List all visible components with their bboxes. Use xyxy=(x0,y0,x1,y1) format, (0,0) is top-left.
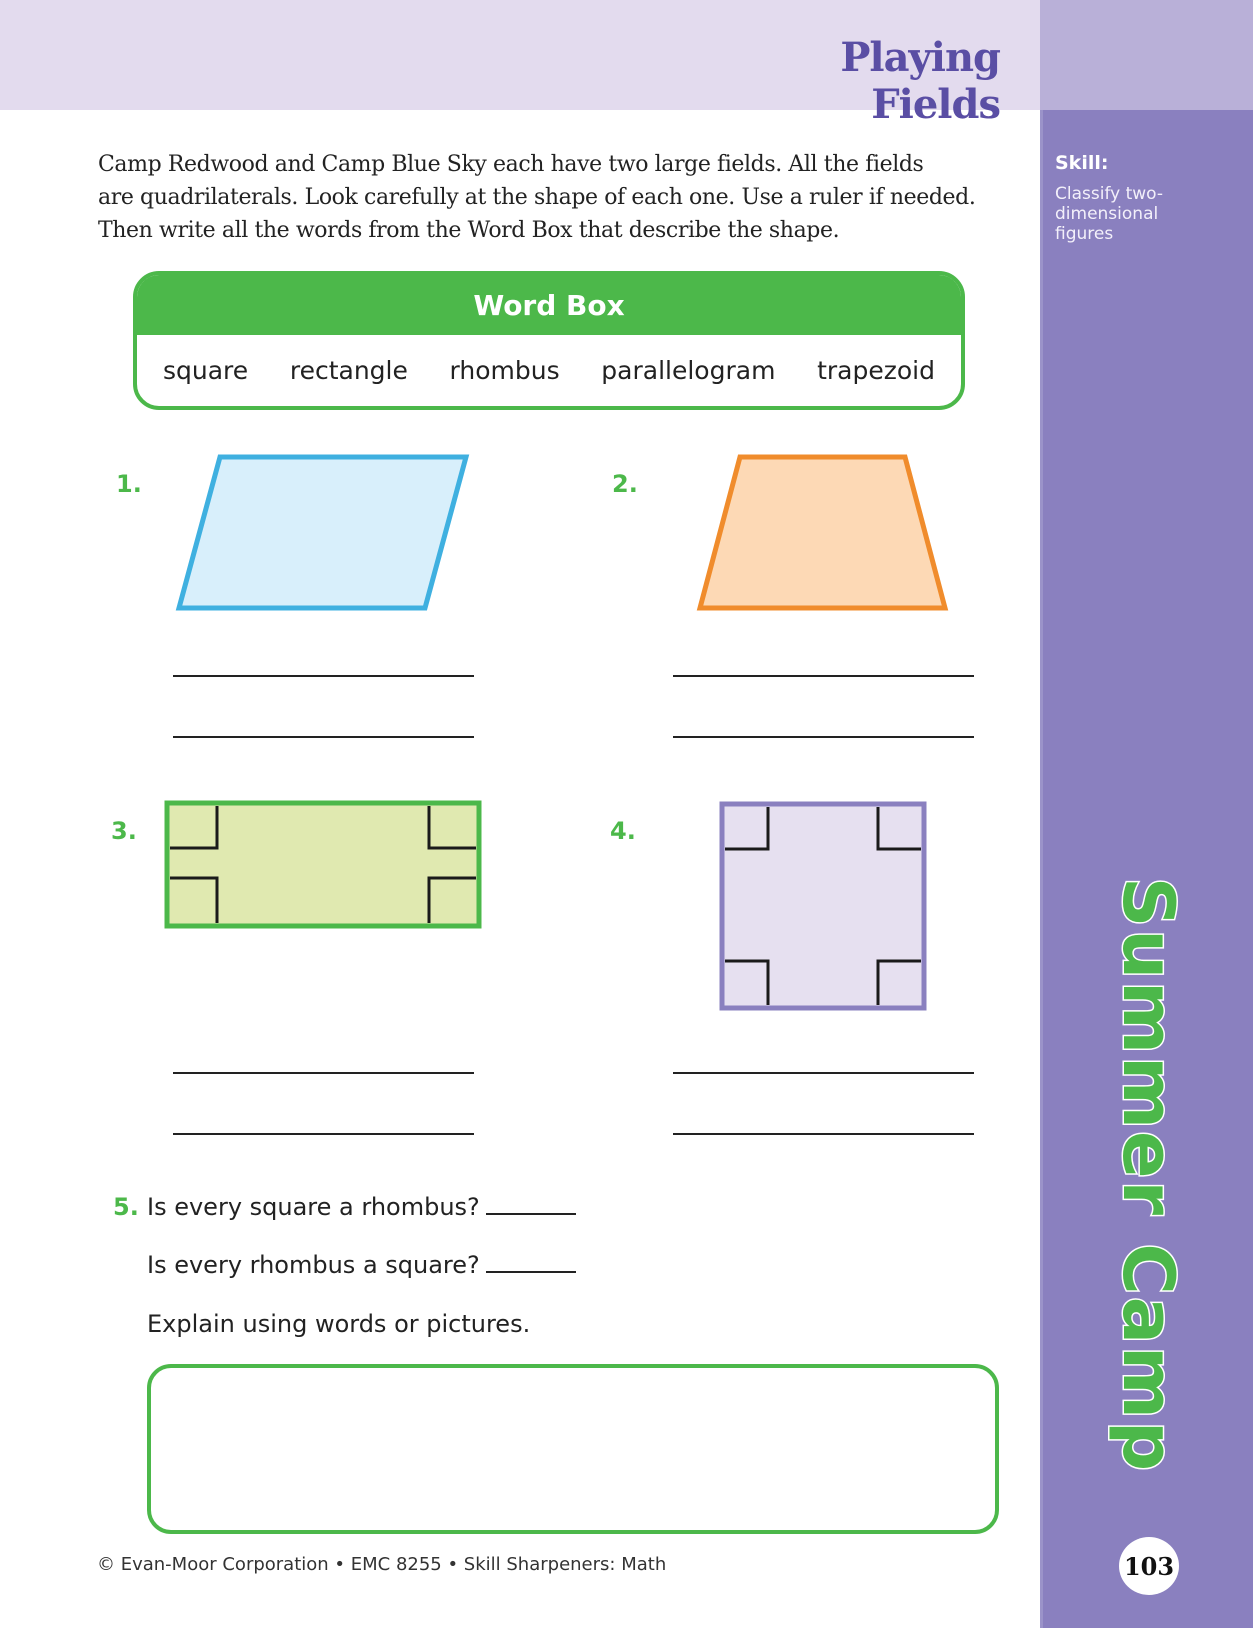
question-5c xyxy=(113,1310,530,1338)
answer-blank-5a[interactable] xyxy=(486,1213,576,1215)
question-5a-text: Is every square a rhombus? xyxy=(147,1193,480,1221)
word-trapezoid: trapezoid xyxy=(817,356,935,385)
page-title: Playing Fields xyxy=(840,34,1000,128)
trapezoid-shape xyxy=(695,450,950,615)
section-title-vertical: Summer Camp xyxy=(1107,876,1189,1474)
answer-line-2a[interactable] xyxy=(673,675,974,677)
answer-line-1b[interactable] xyxy=(173,736,474,738)
answer-line-1a[interactable] xyxy=(173,675,474,677)
word-square: square xyxy=(163,356,249,385)
problem-number-1: 1. xyxy=(116,470,142,498)
header-corner xyxy=(1040,0,1253,110)
question-5c-text: Explain using words or pictures. xyxy=(147,1310,531,1338)
word-rhombus: rhombus xyxy=(449,356,560,385)
answer-line-3a[interactable] xyxy=(173,1072,474,1074)
skill-text: Classify two-dimensional figures xyxy=(1055,184,1164,244)
instructions-line: Then write all the words from the Word Box that describe the shape. xyxy=(98,218,840,243)
instructions xyxy=(98,148,998,247)
word-rectangle: rectangle xyxy=(289,356,408,385)
answer-line-2b[interactable] xyxy=(673,736,974,738)
page-number: 103 xyxy=(1119,1537,1179,1595)
problem-number-2: 2. xyxy=(612,470,638,498)
skill-label: Skill: xyxy=(1055,152,1109,174)
square-shape xyxy=(719,801,927,1011)
answer-line-4b[interactable] xyxy=(673,1133,974,1135)
word-box-title: Word Box xyxy=(137,275,961,335)
problem-number-5: 5. xyxy=(113,1193,139,1221)
question-5b-text: Is every rhombus a square? xyxy=(147,1251,480,1279)
rectangle-shape xyxy=(164,800,482,930)
explain-answer-box[interactable] xyxy=(147,1364,999,1534)
word-box-words xyxy=(137,335,961,406)
footer-copyright: © Evan-Moor Corporation • EMC 8255 • Skill Sharpeners: Math xyxy=(97,1554,667,1575)
instructions-line: Camp Redwood and Camp Blue Sky each have two large fields. All the fields xyxy=(98,152,924,177)
word-parallelogram: parallelogram xyxy=(601,356,776,385)
parallelogram-shape xyxy=(170,450,475,615)
answer-line-3b[interactable] xyxy=(173,1133,474,1135)
question-5b xyxy=(113,1251,576,1279)
instructions-line: are quadrilaterals. Look carefully at the shape of each one. Use a ruler if needed. xyxy=(98,185,976,210)
question-5a xyxy=(113,1193,576,1221)
problem-number-3: 3. xyxy=(111,817,137,845)
problem-number-4: 4. xyxy=(610,817,636,845)
word-box xyxy=(133,271,965,410)
answer-blank-5b[interactable] xyxy=(486,1271,576,1273)
answer-line-4a[interactable] xyxy=(673,1072,974,1074)
